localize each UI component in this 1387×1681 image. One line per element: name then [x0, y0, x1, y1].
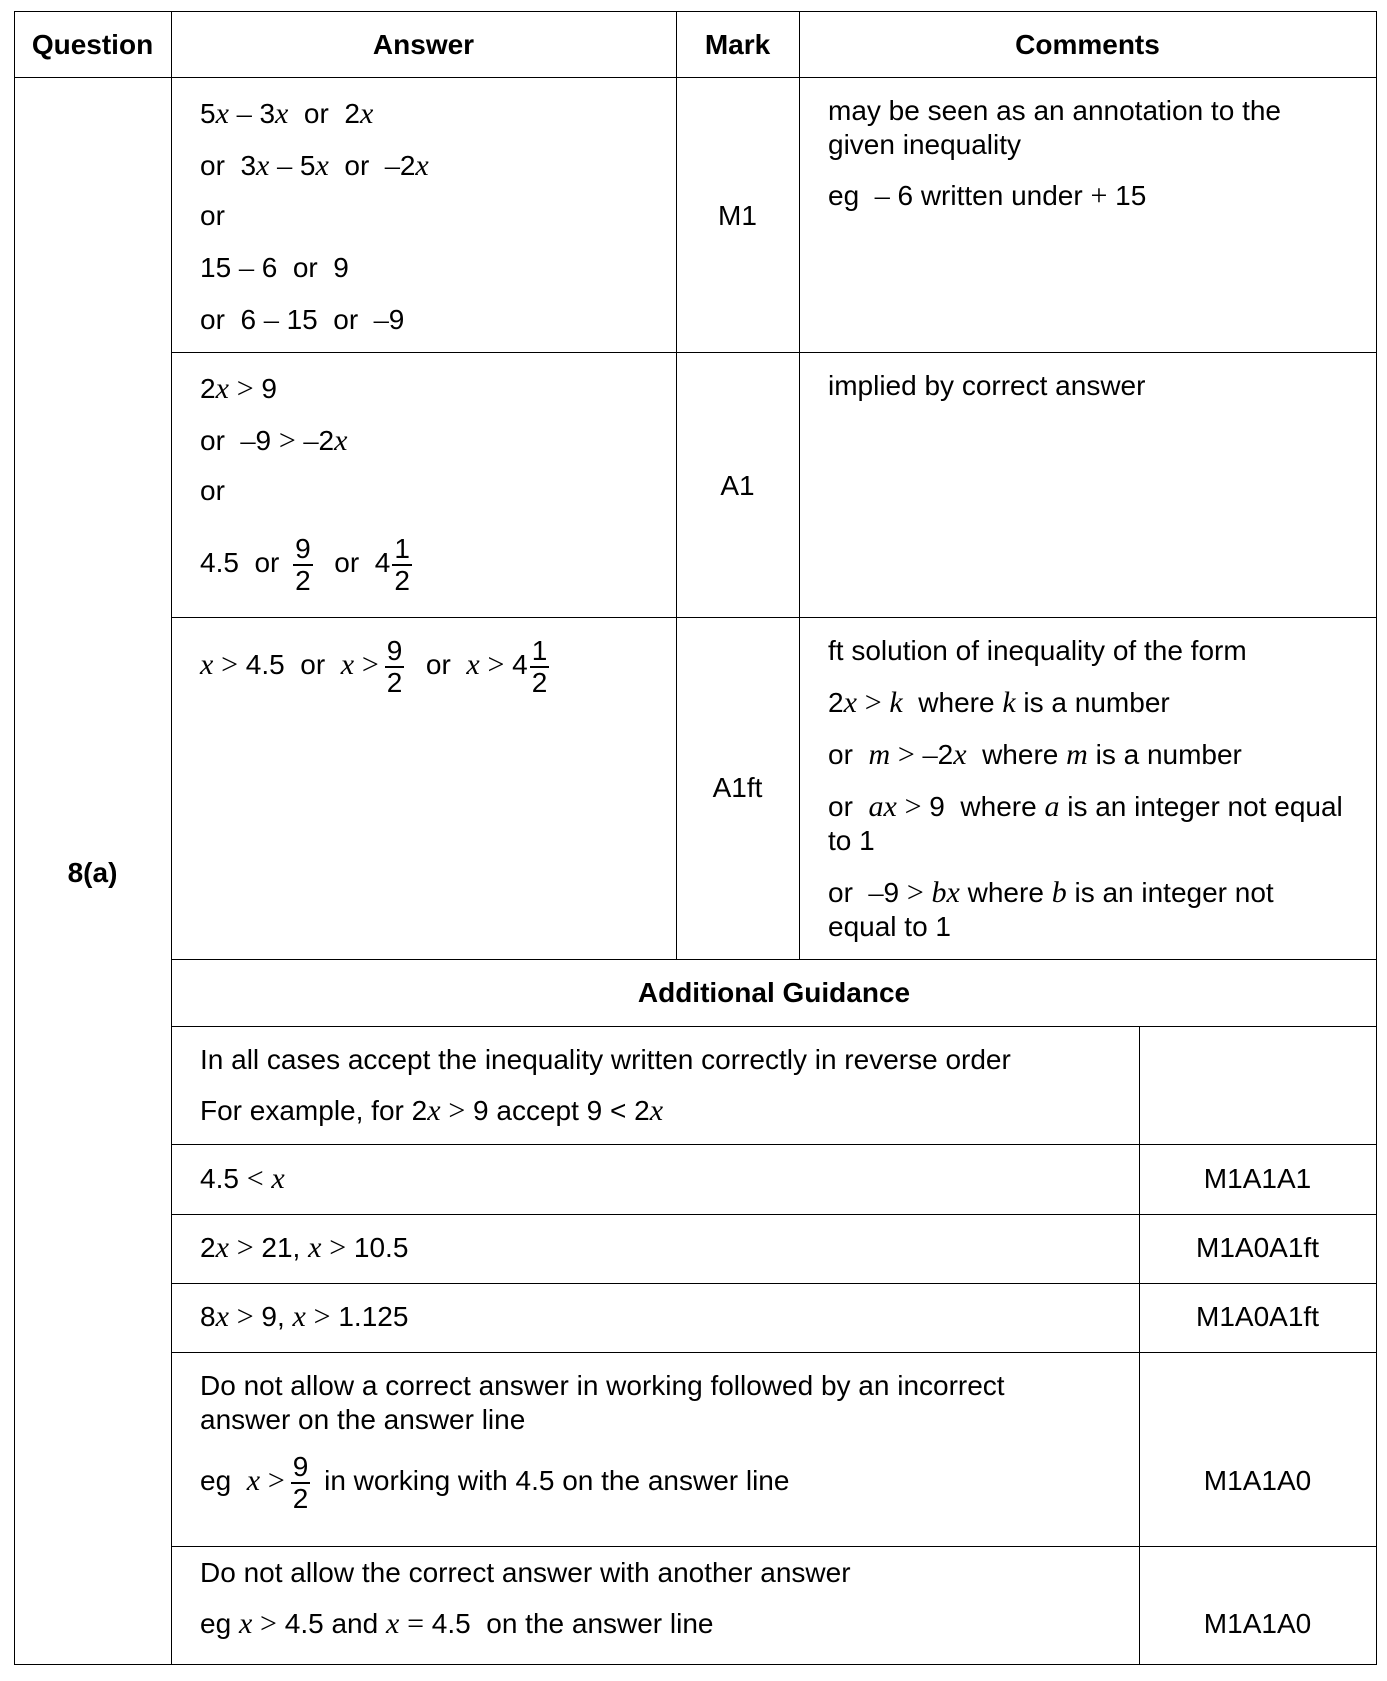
divider-question-col — [171, 11, 172, 1665]
table-border-bottom — [14, 1664, 1377, 1665]
answer-line: or — [200, 475, 225, 506]
comment-line: 2x > k where k is a number — [828, 686, 1170, 719]
header-question: Question — [31, 29, 154, 60]
guidance-6-text: Do not allow the correct answer with another answer — [200, 1557, 851, 1588]
comment-line: ft solution of inequality of the form — [828, 635, 1247, 666]
divider-guidance-mark-col — [1139, 1026, 1140, 1665]
header-mark: Mark — [704, 29, 771, 60]
divider-guidance-4 — [171, 1352, 1377, 1353]
guidance-4-mark: M1A0A1ft — [1196, 1301, 1319, 1332]
guidance-3-mark: M1A0A1ft — [1196, 1232, 1319, 1263]
divider-guidance-title — [171, 1026, 1377, 1027]
question-label: 8(a) — [67, 857, 118, 888]
guidance-5-text: Do not allow a correct answer in working followed by an incorrect answer on the answer line — [200, 1370, 1005, 1435]
answer-line: 2x > 9 — [200, 372, 277, 405]
guidance-5-example: eg x > $\frac{9}{2}$ in working with 4.5 on the answer line — [200, 1450, 790, 1514]
divider-row-3 — [171, 959, 1377, 960]
comment-line: or m > –2x where m is a number — [828, 738, 1242, 771]
table-border-top — [14, 11, 1377, 12]
answer-line: or 3x – 5x or –2x — [200, 149, 429, 182]
guidance-1-example: For example, for 2x > 9 accept 9 < 2x — [200, 1094, 664, 1127]
guidance-6-mark: M1A1A0 — [1203, 1608, 1312, 1639]
answer-line: 4.5 or $\frac{9}{2}$ or 4 $\frac{1}{2}$ — [200, 532, 410, 596]
header-answer: Answer — [372, 29, 475, 60]
header-comments: Comments — [1015, 29, 1160, 60]
guidance-title: Additional Guidance — [637, 977, 911, 1008]
divider-row-1 — [171, 352, 1377, 353]
guidance-5-mark: M1A1A0 — [1203, 1465, 1312, 1496]
answer-line: or 6 – 15 or –9 — [200, 303, 405, 336]
divider-guidance-3 — [171, 1283, 1377, 1284]
guidance-6-example: eg x > 4.5 and x = 4.5 on the answer line — [200, 1607, 714, 1640]
answer-line: 5x – 3x or 2x — [200, 97, 374, 130]
guidance-2-text: 4.5 < x — [200, 1162, 285, 1195]
divider-header — [14, 77, 1377, 78]
guidance-3-text: 2x > 21, x > 10.5 — [200, 1231, 409, 1264]
row-2-mark: A1 — [720, 470, 755, 501]
table-border-left — [14, 11, 15, 1665]
divider-guidance-2 — [171, 1214, 1377, 1215]
row-3-answer: x > 4.5 or x > $\frac{9}{2}$ or x > 4 $\frac{1}{2}$ — [200, 634, 548, 698]
guidance-2-mark: M1A1A1 — [1203, 1163, 1312, 1194]
row-1-mark: M1 — [718, 200, 757, 231]
row-3-mark: A1ft — [712, 772, 763, 803]
answer-line: or –9 > –2x — [200, 424, 348, 457]
divider-mark-col — [799, 11, 800, 960]
answer-line: or — [200, 200, 225, 231]
row-1-comment: may be seen as an annotation to the given inequality — [828, 95, 1281, 160]
comment-line: or ax > 9 where a is an integer not equal to 1 — [828, 790, 1343, 856]
comment-line: or –9 > bx where b is an integer not equal to 1 — [828, 876, 1274, 942]
divider-row-2 — [171, 617, 1377, 618]
guidance-1-text: In all cases accept the inequality written correctly in reverse order — [200, 1044, 1011, 1075]
row-2-comment: implied by correct answer — [828, 370, 1146, 401]
divider-guidance-1 — [171, 1144, 1377, 1145]
table-border-right — [1376, 11, 1377, 1665]
row-1-comment-eg: eg – 6 written under + 15 — [828, 179, 1147, 212]
guidance-4-text: 8x > 9, x > 1.125 — [200, 1300, 409, 1333]
divider-guidance-5 — [171, 1546, 1377, 1547]
answer-line: 15 – 6 or 9 — [200, 251, 349, 284]
